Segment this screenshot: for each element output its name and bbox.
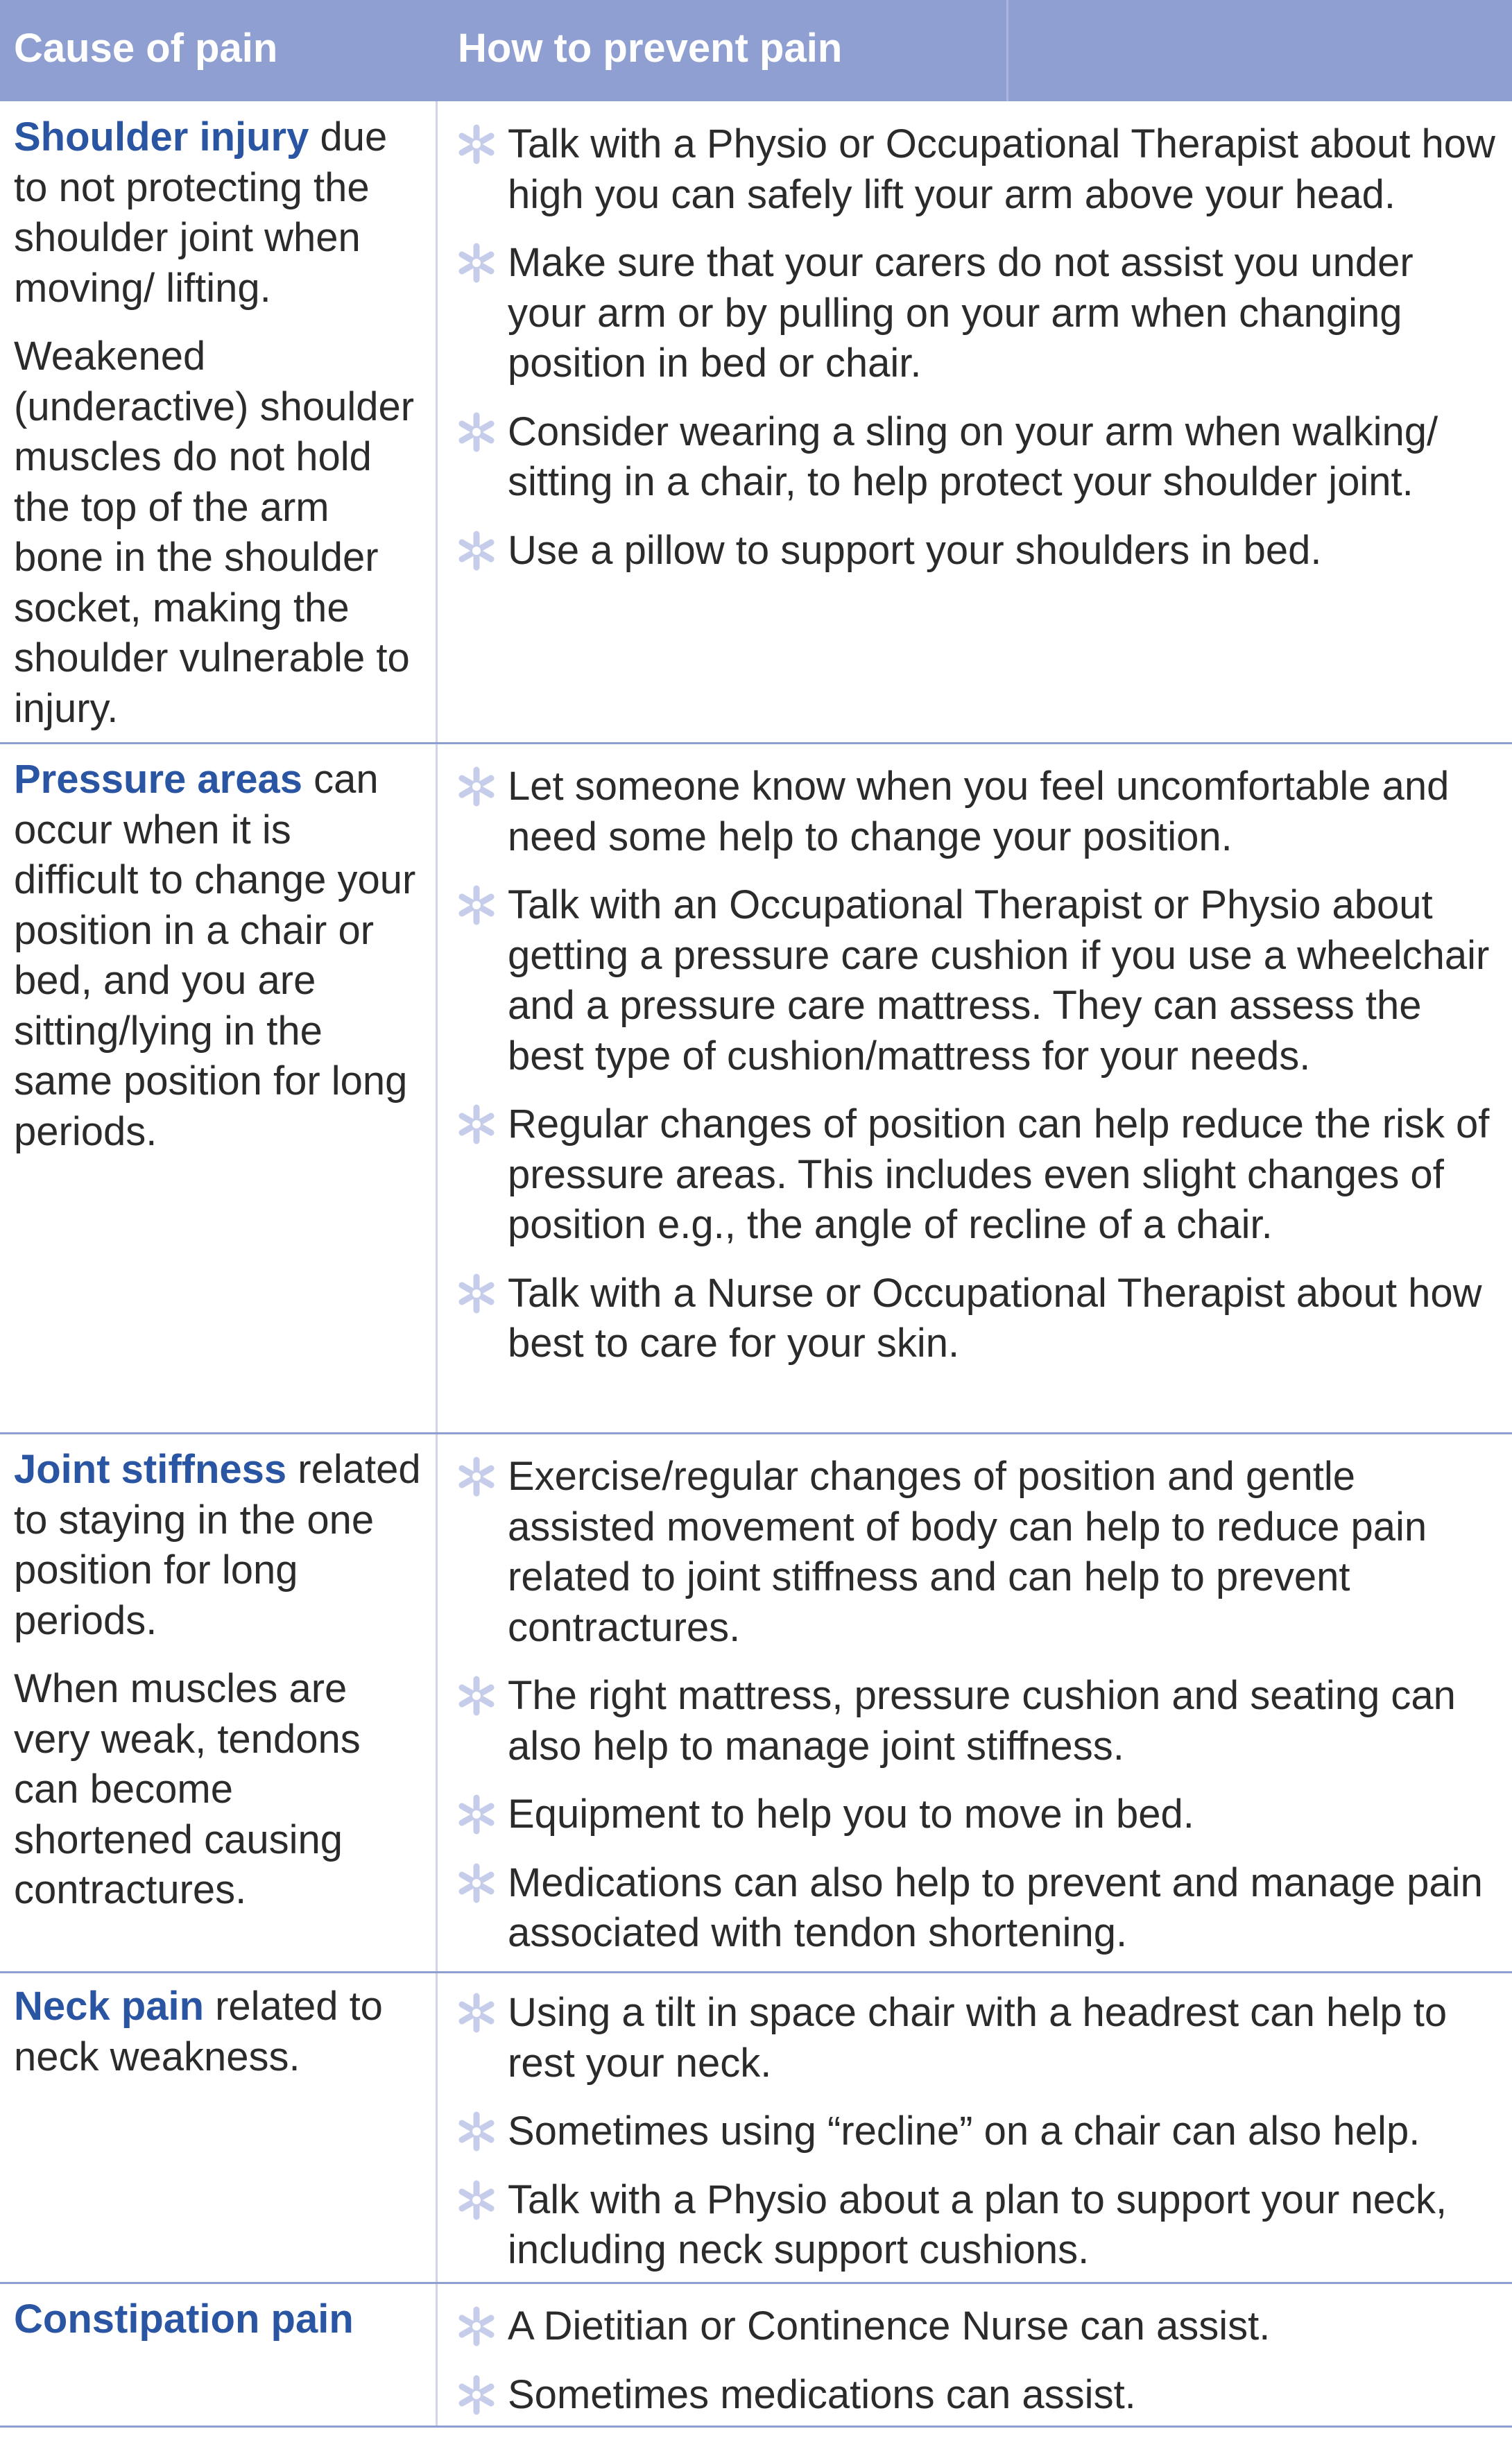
- row-divider: [0, 742, 1512, 744]
- snowflake-bullet-icon: [456, 123, 497, 165]
- cause-description: related to neck weakness.: [14, 1984, 383, 2079]
- cause-description: related to staying in the one position for long periods.: [14, 1447, 421, 1643]
- prevention-list-neck-pain: [454, 1988, 1502, 2294]
- list-item: Let someone know when you feel uncomfortable and need some help to change your position.: [454, 762, 1502, 862]
- list-item: Talk with an Occupational Therapist or Physio about getting a pressure care cushion if you use a wheelchair and a pressure care mattress. They can assess the best type of cushion/mattress for your needs.: [454, 880, 1502, 1081]
- header-cause-of-pain: Cause of pain: [14, 26, 278, 71]
- prevention-list-pressure-areas: [454, 762, 1502, 1387]
- snowflake-bullet-icon: [456, 1794, 497, 1835]
- cause-term: Neck pain: [14, 1984, 204, 2029]
- snowflake-bullet-icon: [456, 2179, 497, 2221]
- cause-term: Pressure areas: [14, 757, 302, 802]
- snowflake-bullet-icon: [456, 530, 497, 572]
- cause-description: can occur when it is difficult to change your position in a chair or bed, and you are sitting/lying in the same position for long periods.: [14, 757, 416, 1154]
- list-item: Talk with a Physio about a plan to support your neck, including neck support cushions.: [454, 2175, 1502, 2276]
- cause-text: [14, 755, 423, 1157]
- row-divider: [0, 2282, 1512, 2284]
- header-how-to-prevent-pain: How to prevent pain: [458, 26, 843, 71]
- cause-note: Weakened (underactive) shoulder muscles do not hold the top of the arm bone in the shoulder socket, making the shoulder vulnerable to injury.: [14, 334, 415, 731]
- snowflake-bullet-icon: [456, 2374, 497, 2416]
- snowflake-bullet-icon: [456, 766, 497, 807]
- column-divider: [436, 101, 438, 2428]
- list-item: Make sure that your carers do not assist you under your arm or by pulling on your arm when changing position in bed or chair.: [454, 238, 1502, 389]
- prevention-list-constipation-pain: [454, 2301, 1502, 2438]
- snowflake-bullet-icon: [456, 411, 497, 453]
- cause-text: [14, 1445, 423, 1646]
- prevention-list-shoulder-injury: [454, 119, 1502, 594]
- cause-text: [14, 112, 423, 314]
- list-item: Use a pillow to support your shoulders in bed.: [454, 526, 1502, 576]
- list-item: Medications can also help to prevent and manage pain associated with tendon shortening.: [454, 1858, 1502, 1959]
- snowflake-bullet-icon: [456, 1104, 497, 1145]
- snowflake-bullet-icon: [456, 884, 497, 926]
- snowflake-bullet-icon: [456, 1992, 497, 2034]
- snowflake-bullet-icon: [456, 242, 497, 284]
- row-divider: [0, 1971, 1512, 1973]
- list-item: Talk with a Nurse or Occupational Therapist about how best to care for your skin.: [454, 1269, 1502, 1369]
- list-item: Sometimes medications can assist.: [454, 2370, 1502, 2421]
- list-item: Regular changes of position can help reduce the risk of pressure areas. This includes even slight changes of position e.g., the angle of recline of a chair.: [454, 1099, 1502, 1251]
- cause-note: When muscles are very weak, tendons can become shortened causing contractures.: [14, 1666, 361, 1912]
- cause-term: Joint stiffness: [14, 1447, 287, 1492]
- snowflake-bullet-icon: [456, 1862, 497, 1904]
- snowflake-bullet-icon: [456, 1273, 497, 1314]
- cause-text: [14, 2294, 423, 2345]
- row-divider: [0, 1432, 1512, 1434]
- list-item: A Dietitian or Continence Nurse can assist.: [454, 2301, 1502, 2352]
- cause-description: due to not protecting the shoulder joint when moving/ lifting.: [14, 114, 388, 311]
- list-item: The right mattress, pressure cushion and seating can also help to manage joint stiffness.: [454, 1671, 1502, 1771]
- list-item: Talk with a Physio or Occupational Therapist about how high you can safely lift your arm above your head.: [454, 119, 1502, 220]
- cause-cell-neck-pain: [14, 1982, 423, 2100]
- header-divider: [1006, 0, 1008, 101]
- list-item: Equipment to help you to move in bed.: [454, 1789, 1502, 1840]
- cause-cell-constipation-pain: [14, 2294, 423, 2363]
- snowflake-bullet-icon: [456, 1675, 497, 1717]
- snowflake-bullet-icon: [456, 2111, 497, 2152]
- cause-term: Shoulder injury: [14, 114, 309, 160]
- snowflake-bullet-icon: [456, 1456, 497, 1497]
- prevention-list-joint-stiffness: [454, 1452, 1502, 1977]
- list-item: Using a tilt in space chair with a headrest can help to rest your neck.: [454, 1988, 1502, 2088]
- cause-cell-pressure-areas: [14, 755, 423, 1175]
- cause-cell-shoulder-injury: [14, 112, 423, 752]
- list-item: Sometimes using “recline” on a chair can also help.: [454, 2106, 1502, 2157]
- list-item: Exercise/regular changes of position and gentle assisted movement of body can help to reduce pain related to joint stiffness and can help to prevent contractures.: [454, 1452, 1502, 1653]
- list-item: Consider wearing a sling on your arm when walking/ sitting in a chair, to help protect your shoulder joint.: [454, 407, 1502, 508]
- snowflake-bullet-icon: [456, 2306, 497, 2347]
- cause-term: Constipation pain: [14, 2297, 354, 2342]
- cause-cell-joint-stiffness: [14, 1445, 423, 1934]
- cause-text: [14, 1982, 423, 2082]
- table-header: [0, 0, 1512, 101]
